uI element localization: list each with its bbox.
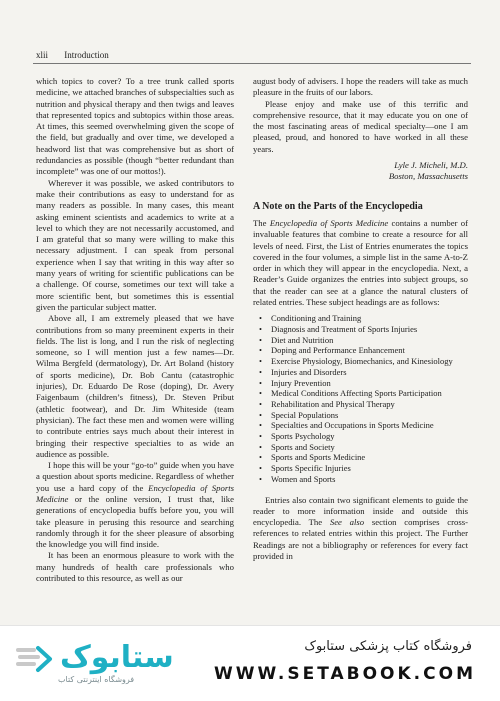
page-number: xlii [36, 50, 49, 60]
see-also-term: See also [329, 517, 365, 528]
paragraph-text: contains a number of invaluable features that combine to create a resource for all levels of need. First, the List of Entries enumerates the topics covered in the four volumes, a simple list in the same A-to-Z order in which they will appear in the encyclopedia. Next, a Reader’s Guide organizes the entries into subject groups, so that the reader can see at a glance the natural clusters of related entries. These subject headings are as follows: [253, 217, 468, 308]
list-item: • Injuries and Disorders [253, 367, 468, 378]
website-part: WWW.SETAB [214, 664, 363, 684]
logo-text: ستابوک [60, 640, 174, 675]
paragraph-text: I hope this will be your “go-to” guide when you have a question about sports medicine. Regardless of whether you use a hard copy of the [36, 460, 234, 493]
list-item: • Sports Specific Injuries [253, 463, 468, 474]
book-title: Encyclopedia of Sports Medicine [269, 217, 389, 228]
list-item: • Sports and Sports Medicine [253, 452, 468, 463]
list-item: • Diagnosis and Treatment of Sports Injuries [253, 324, 468, 335]
list-item: • Conditioning and Training [253, 313, 468, 324]
paragraph: Please enjoy and make use of this terrific and comprehensive resource, that it may educate you on one of the most fascinating areas of medical specialty—one I am pleased, proud, and honored to have worked in all these years. [253, 98, 468, 154]
list-item: • Diet and Nutrition [253, 335, 468, 346]
signature-place: Boston, Massachusetts [388, 171, 468, 182]
subject-list [253, 313, 468, 484]
list-item: • Exercise Physiology, Biomechanics, and Kinesiology [253, 356, 468, 367]
paragraph [36, 460, 234, 550]
paragraph: which topics to cover? To a tree trunk called sports medicine, we attached branches of subspecialties such as nutrition and physical therapy and then twigs and leaves that represented topics and subtopics within those areas. At times, this seemed overwhelming given the scope of the field, but gradually and over time, we developed a headword list that was comprehensive but as short of redundancies as possible (though “better redundant than incomplete” was one of our mottos!). [36, 76, 234, 177]
list-item: • Specialties and Occupations in Sports Medicine [253, 420, 468, 431]
running-header [36, 50, 109, 60]
paragraph [253, 218, 468, 308]
right-column [253, 76, 468, 562]
logo [14, 640, 174, 686]
signature [253, 160, 468, 183]
website-url [214, 664, 476, 684]
website-part: OOK.COM [362, 664, 476, 684]
paragraph-text: section comprises cross-references to related entries within this project. The Further Readings are not a bibliography or references for every fact provided in [253, 517, 468, 562]
paragraph [253, 495, 468, 563]
list-item: • Doping and Performance Enhancement [253, 345, 468, 356]
list-item: • Rehabilitation and Physical Therapy [253, 399, 468, 410]
list-item: • Sports Psychology [253, 431, 468, 442]
paragraph-text: or the online version, I trust that, like generations of encyclopedia buffs before you, you will take pleasure in perusing this resource and searching randomly through it for the sheer pleasure of absorbing the knowledge you will find inside. [36, 493, 234, 550]
store-name: فروشگاه کتاب پزشکی ستابوک [304, 639, 472, 654]
list-item: • Sports and Society [253, 442, 468, 453]
left-column [36, 76, 234, 584]
header-rule [33, 63, 471, 64]
paragraph: Wherever it was possible, we asked contributors to make their contributions as easy to understand for as many readers as possible. In many cases, this meant asking eminent scientists and academics to write at a level to which they are not necessarily accustomed, and I am grateful that so many were willing to make this necessary adjustment. I can speak from personal experience when I say that writing in this way after so many years of writing for scientific publications can be a challenge. Of course, sometimes our text will take a more scientific bent, but sometimes this is essential given the particular subject matter. [36, 177, 234, 312]
watermark-footer [0, 625, 500, 701]
running-title: Introduction [64, 50, 109, 60]
paragraph: It has been an enormous pleasure to work with the many hundreds of health care professionals who contributed to this resource, as well as our [36, 550, 234, 584]
paragraph: august body of advisers. I hope the readers will take as much pleasure in the fruits of our labors. [253, 76, 468, 98]
paragraph-text: Entries also contain two significant elements to guide the reader to more information inside and outside this encyclopedia. The [253, 494, 468, 528]
list-item: • Injury Prevention [253, 378, 468, 389]
section-heading: A Note on the Parts of the Encyclopedia [253, 200, 423, 212]
paragraph: Above all, I am extremely pleased that we have contributions from so many preeminent experts in their fields. The list is long, and I run the risk of neglecting someone, so I will mention just a few names—Dr. Wilma Bergfeld (dermatology), Dr. Art Boland (history of sports medicine), Dr. Bob Cantu (catastrophic injuries), Dr. Eduardo De Rose (doping), Dr. Avery Faigenbaum (children’s fitness), Dr. Steven Pribut (athletic footwear), and Dr. Jim Whiteside (team physician). The fact these men and women were willing to contribute entries says much about their interest in bringing their respective specialties to as wide an audience as possible. [36, 313, 234, 459]
logo-mark-icon [14, 644, 54, 674]
list-item: • Medical Conditions Affecting Sports Participation [253, 388, 468, 399]
list-item: • Special Populations [253, 410, 468, 421]
logo-subtext: فروشگاه اینترنتی کتاب [58, 675, 135, 684]
signature-name: Lyle J. Micheli, M.D. [394, 160, 468, 171]
book-title: Encyclopedia of Sports Medicine [36, 482, 234, 504]
list-item: • Women and Sports [253, 474, 468, 485]
paragraph-text: The [253, 217, 270, 228]
